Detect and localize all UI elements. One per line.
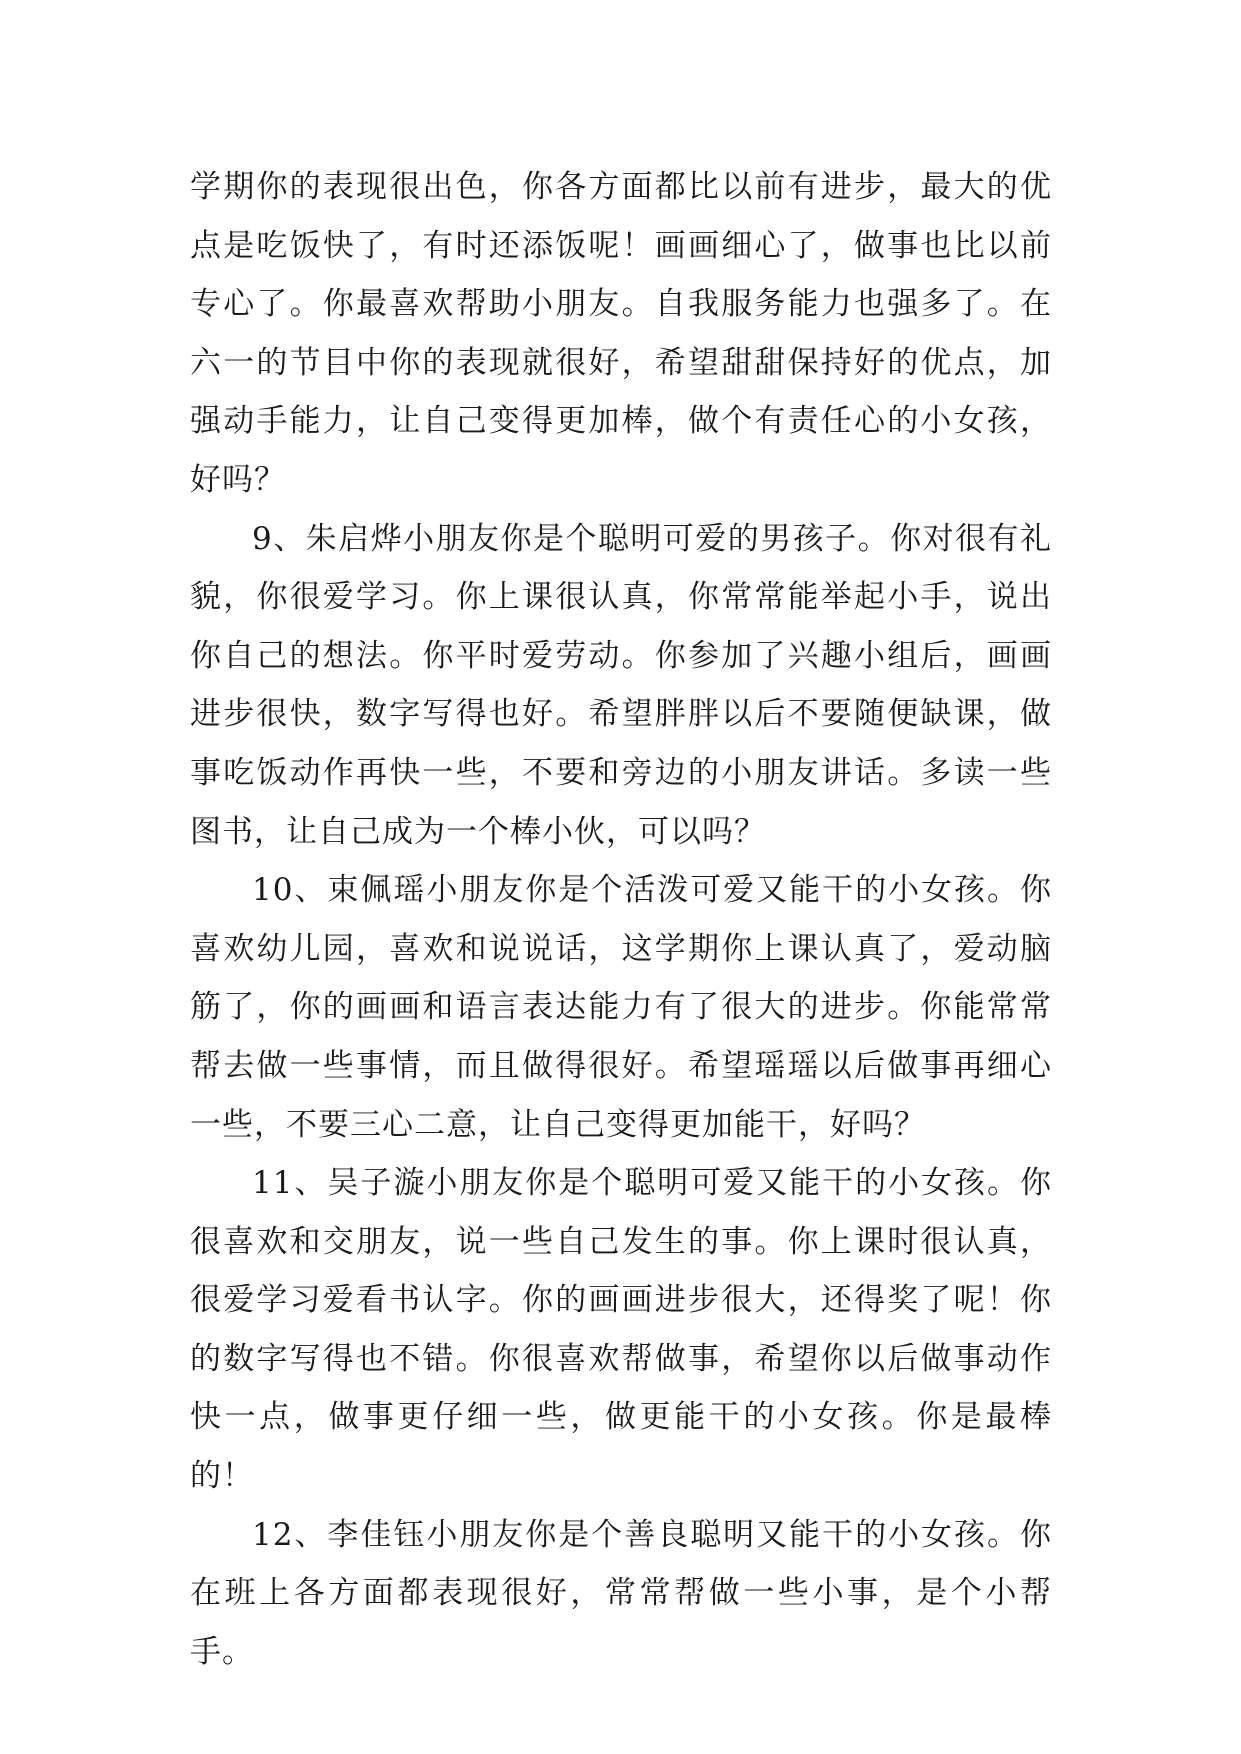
paragraph-continuation: 学期你的表现很出色，你各方面都比以前有进步，最大的优点是吃饭快了，有时还添饭呢！画画细心了，做事也比以前专心了。你最喜欢帮助小朋友。自我服务能力也强多了。在六一的节目中你的表现就很好，希望甜甜保持好的优点，加强动手能力，让自己变得更加棒，做个有责任心的小女孩，好吗？ — [190, 169, 1052, 498]
paragraph-comment-10: 10、束佩瑶小朋友你是个活泼可爱又能干的小女孩。你喜欢幼儿园，喜欢和说说话，这学期你上课认真了，爱动脑筋了，你的画画和语言表达能力有了很大的进步。你能常常帮去做一些事情，而且做得很好。希望瑶瑶以后做事再细心一些，不要三心二意，让自己变得更加能干，好吗？ — [190, 872, 1052, 1143]
paragraph-comment-12: 12、李佳钰小朋友你是个善良聪明又能干的小女孩。你在班上各方面都表现很好，常常帮做一些小事，是个小帮手。 — [190, 1516, 1052, 1670]
document-body — [190, 158, 1052, 1681]
paragraph-comment-9: 9、朱启烨小朋友你是个聪明可爱的男孩子。你对很有礼貌，你很爱学习。你上课很认真，你常常能举起小手，说出你自己的想法。你平时爱劳动。你参加了兴趣小组后，画画进步很快，数字写得也好。希望胖胖以后不要随便缺课，做事吃饭动作再快一些，不要和旁边的小朋友讲话。多读一些图书，让自己成为一个棒小伙，可以吗？ — [190, 520, 1052, 850]
paragraph-comment-11: 11、吴子漩小朋友你是个聪明可爱又能干的小女孩。你很喜欢和交朋友，说一些自己发生的事。你上课时很认真，很爱学习爱看书认字。你的画画进步很大，还得奖了呢！你的数字写得也不错。你很喜欢帮做事，希望你以后做事动作快一点，做事更仔细一些，做更能干的小女孩。你是最棒的！ — [190, 1165, 1052, 1495]
